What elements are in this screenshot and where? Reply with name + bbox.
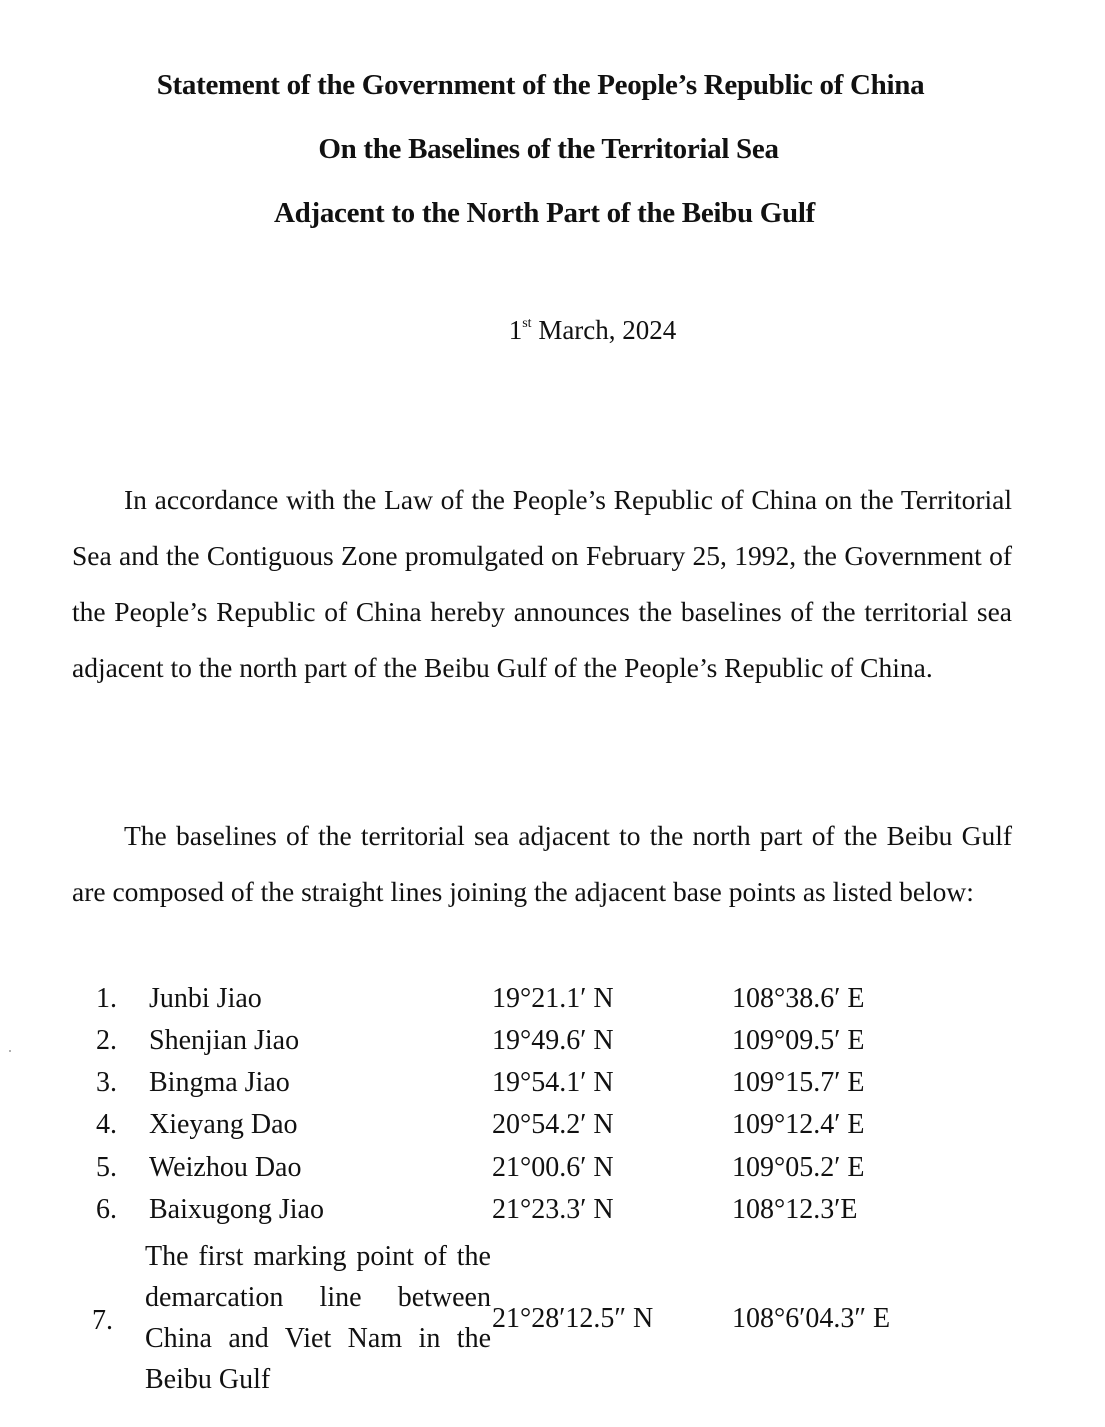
base-point-longitude: 108°12.3′E: [732, 1194, 858, 1225]
base-point-longitude: 108°6′04.3″ E: [732, 1303, 891, 1334]
base-point-number: 3.: [96, 1067, 117, 1098]
base-point-number: 5.: [96, 1152, 117, 1183]
base-point-number: 4.: [96, 1109, 117, 1140]
base-point-number: 2.: [96, 1025, 117, 1056]
document-title-line-1: Statement of the Government of the People’s Republic of China: [156, 69, 925, 101]
date-month-year: March, 2024: [531, 315, 677, 345]
base-point-longitude: 109°09.5′ E: [732, 1025, 865, 1056]
base-point-name: Baixugong Jiao: [149, 1194, 324, 1225]
base-point-longitude: 109°05.2′ E: [732, 1152, 865, 1183]
base-point-latitude: 19°21.1′ N: [492, 983, 614, 1014]
base-point-number: 6.: [96, 1194, 117, 1225]
base-point-latitude: 21°00.6′ N: [492, 1152, 614, 1183]
date-day-suffix: st: [522, 316, 532, 331]
base-point-name: Xieyang Dao: [149, 1109, 298, 1140]
paragraph-legal-basis: In accordance with the Law of the People’s Republic of China on the Territorial Sea and the Contiguous Zone promulgated on February 25, 1992, the Government of the People’s Republic of China hereby announces the baselines of the territorial sea adjacent to the north part of the Beibu Gulf of the People’s Republic of China.: [72, 484, 1012, 683]
base-point-row: [0, 1104, 1105, 1146]
document-title-line-3: Adjacent to the North Part of the Beibu Gulf: [274, 197, 815, 229]
base-point-latitude: 19°49.6′ N: [492, 1025, 614, 1056]
base-point-name: Weizhou Dao: [149, 1152, 302, 1183]
base-point-row: [0, 1189, 1105, 1231]
base-point-latitude: 21°23.3′ N: [492, 1194, 614, 1225]
base-point-latitude: 20°54.2′ N: [492, 1109, 614, 1140]
date-day: 1: [508, 315, 523, 345]
base-point-latitude: 21°28′12.5″ N: [492, 1303, 654, 1334]
scan-speck: [9, 1050, 11, 1052]
base-point-name: The first marking point of the demarcation line between China and Viet Nam in the Beibu Gulf: [145, 1241, 491, 1395]
base-point-number: 7.: [92, 1305, 113, 1336]
base-point-latitude: 19°54.1′ N: [492, 1067, 614, 1098]
base-point-row: [0, 1020, 1105, 1062]
base-point-name: Bingma Jiao: [149, 1067, 290, 1098]
base-point-longitude: 109°12.4′ E: [732, 1109, 865, 1140]
base-point-name: Shenjian Jiao: [149, 1025, 300, 1056]
base-point-longitude: 108°38.6′ E: [732, 983, 865, 1014]
document-title-line-2: On the Baselines of the Territorial Sea: [318, 133, 779, 165]
base-point-row: [0, 978, 1105, 1020]
base-point-row: [0, 1062, 1105, 1104]
statement-date: [0, 313, 1105, 347]
base-point-longitude: 109°15.7′ E: [732, 1067, 865, 1098]
base-point-number: 1.: [96, 983, 117, 1014]
paragraph-baselines-intro: The baselines of the territorial sea adjacent to the north part of the Beibu Gulf are composed of the straight lines joining the adjacent base points as listed below:: [72, 820, 1012, 907]
base-point-row: [0, 1147, 1105, 1189]
base-point-name: Junbi Jiao: [149, 983, 262, 1014]
